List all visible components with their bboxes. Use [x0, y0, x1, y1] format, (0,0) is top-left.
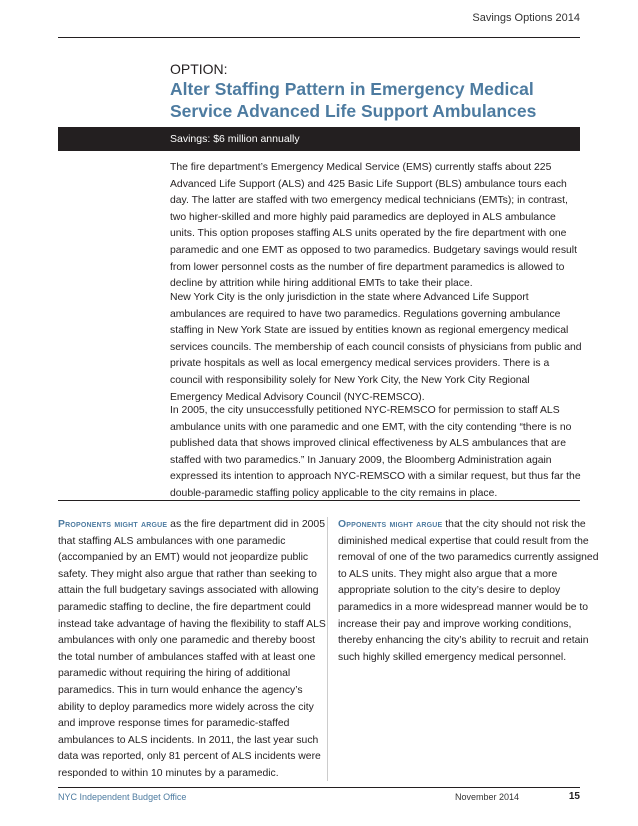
opponents-text: that the city should not risk the diminished medical expertise that could result from the removal of one of the two paramedics currently assigned to ALS units. They might also argue that a more appropriate solution to the city’s desire to deploy paramedics in a more widespread manner would be to increase their pay and improve working conditions, thereby enhancing the city’s ability to recruit and retain such highly skilled emergency medical personnel.: [338, 519, 599, 663]
savings-banner: [58, 127, 580, 151]
proponents-heading: Proponents might argue: [58, 519, 168, 530]
running-header: Savings Options 2014: [472, 12, 580, 24]
proponents-column: [58, 517, 328, 783]
body-paragraph-1: The fire department’s Emergency Medical Service (EMS) currently staffs about 225 Advanced Life Support (ALS) and 425 Basic Life Support (BLS) ambulance tours each day. The latter are staffed with two emergency medical technicians (EMTs); in contrast, two higher-skilled and more highly paid paramedics are deployed in ALS ambulance units. This option proposes staffing ALS units operated by the fire department with one paramedic and one EMT as opposed to two paramedics. Budgetary savings would result from lower personnel costs as the number of fire department paramedics is allowed to decline by attrition while hiring additional EMTs to take their place.: [170, 162, 578, 290]
opponents-column: [338, 517, 608, 666]
body-paragraph-3: In 2005, the city unsuccessfully petitioned NYC-REMSCO for permission to staff ALS ambulance units with one paramedic and one EMT, with the city contending “there is no published data that shows improved clinical effectiveness by ALS ambulances that are staffed with two paramedics.” In January 2009, the Bloomberg Administration again expressed its intention to approach NYC-REMSCO with a similar request, but thus far the double-paramedic staffing policy applicable to the city remains in place.: [170, 405, 581, 499]
opponents-heading: Opponents might argue: [338, 519, 443, 530]
footer-date: November 2014: [455, 792, 520, 802]
proponents-text: as the fire department did in 2005 that staffing ALS ambulances with one paramedic (accompanied by an EMT) would not jeopardize public safety. They might also argue that rather than seeking to attain the full budgetary savings associated with allowing paramedic staffing to decline, the fire department could instead take advantage of having the flexibility to staff ALS ambulances with only one paramedic and thereby boost the total number of ambulances staffed with at least one paramedic without requiring the hiring of additional paramedics. This in turn would enhance the agency’s ability to deploy paramedics more widely across the city and improve response times for paramedic-staffed ambulances to ALS incidents. In 2011, the last year such data was reported, only 81 percent of ALS incidents were responded to within 10 minutes by a paramedic.: [58, 519, 326, 779]
footer-divider: [58, 787, 580, 788]
body-paragraph-2: New York City is the only jurisdiction in the state where Advanced Life Support ambulances are required to have two paramedics. Regulations governing ambulance staffing in New York State are issued by entities known as regional emergency medical services councils. The membership of each council consists of physicians from public and private hospitals as well as local emergency medical services providers. There is a council with responsibility solely for New York City, the New York City Regional Emergency Medical Advisory Council (NYC-REMSCO).: [170, 292, 582, 403]
footer-org: NYC Independent Budget Office: [58, 792, 187, 802]
page-title: Alter Staffing Pattern in Emergency Medical Service Advanced Life Support Ambulances: [170, 79, 537, 121]
option-label: OPTION:: [170, 61, 228, 77]
section-divider: [58, 500, 580, 501]
savings-text: Savings: $6 million annually: [170, 133, 300, 145]
column-divider: [327, 517, 328, 781]
page-number: 15: [568, 791, 580, 802]
top-divider: [58, 37, 580, 38]
